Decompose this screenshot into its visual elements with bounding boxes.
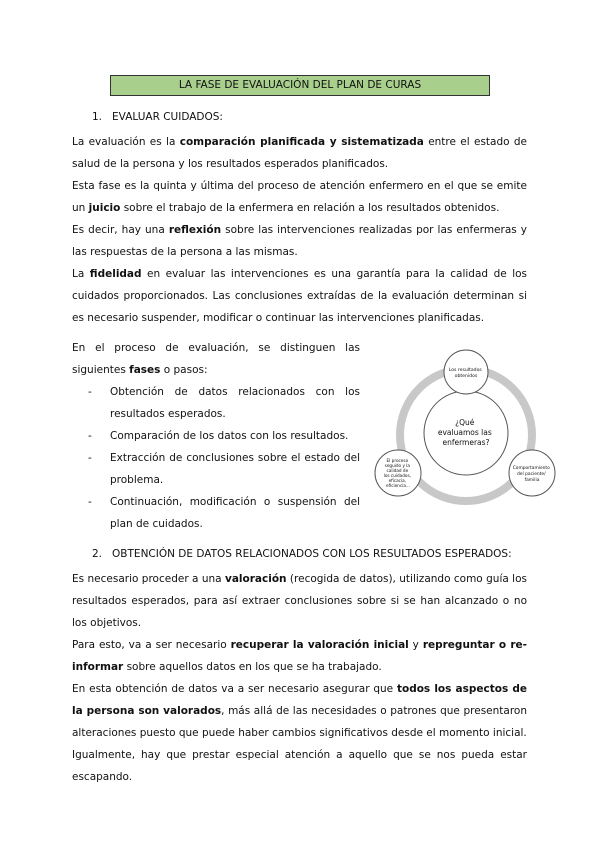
section-1-title: EVALUAR CUIDADOS:	[112, 111, 223, 123]
bold-text: juicio	[88, 202, 121, 214]
paragraph	[72, 219, 527, 263]
section-2-heading	[92, 548, 512, 560]
top-node-label: Los resultados obtenidos	[448, 368, 482, 379]
paragraph	[72, 744, 527, 788]
text: sobre las intervenciones realizadas por las enfermeras y las respuestas de la persona a las mismas.	[72, 224, 527, 258]
paragraph	[72, 678, 527, 744]
list-item-text: Obtención de datos relacionados con los resultados esperados.	[110, 386, 360, 420]
text: Igualmente, hay que prestar especial atención a aquello que se nos pueda estar escapando.	[72, 749, 527, 783]
list-item	[88, 491, 360, 535]
bold-text: valoración	[225, 573, 287, 585]
left-node-label: El proceso seguido y la calidad de los cuidados, eficacia, eficiencia...	[383, 458, 411, 488]
text: sobre aquellos datos en los que se ha trabajado.	[123, 661, 382, 673]
list-item	[88, 381, 360, 425]
text: sobre el trabajo de la enfermera en relación a los resultados obtenidos.	[120, 202, 500, 214]
paragraph	[72, 568, 527, 634]
text: y	[408, 639, 423, 651]
list-item	[88, 425, 360, 447]
text: Esta fase es la quinta y última del proceso de atención enfermero en el que se emite un	[72, 180, 527, 214]
section-1-heading	[92, 111, 223, 123]
text: , más allá de las necesidades o patrones que presentaron alteraciones puesto que puede haber cambios significativos desde el momento inicial.	[72, 705, 527, 739]
text: Es necesario proceder a una	[72, 573, 225, 585]
bold-text: fidelidad	[89, 268, 142, 280]
paragraph	[72, 263, 527, 329]
bullet-dash: -	[88, 496, 92, 508]
paragraph	[72, 131, 527, 175]
section-2-number: 2.	[92, 548, 103, 560]
bold-text: reflexión	[168, 224, 222, 236]
bullet-dash: -	[88, 386, 92, 398]
list-item-text: Comparación de los datos con los resultados.	[110, 430, 349, 442]
bullet-dash: -	[88, 452, 92, 464]
page-title: LA FASE DE EVALUACIÓN DEL PLAN DE CURAS	[110, 75, 490, 96]
text: o pasos:	[160, 364, 208, 376]
text: (recogida de datos), utilizando como guía los resultados esperados, para así extraer conclusiones sobre si se han alcanzado o no los objetivos.	[72, 573, 527, 629]
paragraph	[72, 634, 527, 678]
bold-text: comparación planificada y sistematizada	[179, 136, 424, 148]
bold-text: recuperar la valoración inicial	[230, 639, 409, 651]
paragraph	[72, 175, 527, 219]
list-item-text: Continuación, modificación o suspensión del plan de cuidados.	[110, 496, 360, 530]
text: Para esto, va a ser necesario	[72, 639, 231, 651]
bold-text: todos los aspectos de la persona son valorados	[72, 683, 527, 717]
right-node-label: Comportamiento del paciente/ familia	[512, 466, 550, 483]
text: entre el estado de salud de la persona y los resultados esperados planificados.	[72, 136, 527, 170]
text: La	[72, 268, 90, 280]
text: En esta obtención de datos va a ser necesario asegurar que	[72, 683, 397, 695]
list-item-text: Extracción de conclusiones sobre el estado del problema.	[110, 452, 360, 486]
bold-text: fases	[129, 364, 161, 376]
text: Es decir, hay una	[72, 224, 169, 236]
text: en evaluar las intervenciones es una garantía para la calidad de los cuidados proporcionados. Las conclusiones extraídas de la evaluación determinan si es necesario suspender, modificar o continuar las intervenciones planificadas.	[72, 268, 528, 324]
evaluation-cycle-diagram	[368, 345, 568, 525]
section-1-number: 1.	[92, 111, 103, 123]
bold-text: repreguntar o re-informar	[72, 639, 528, 673]
text: La evaluación es la	[72, 136, 180, 148]
center-label: ¿Qué evaluamos las enfermeras?	[437, 418, 492, 447]
bullet-dash: -	[88, 430, 92, 442]
steps-list	[88, 381, 360, 535]
text: En el proceso de evaluación, se distinguen las siguientes	[72, 342, 360, 376]
list-item	[88, 447, 360, 491]
section-2-title: OBTENCIÓN DE DATOS RELACIONADOS CON LOS RESULTADOS ESPERADOS:	[112, 548, 512, 560]
paragraph	[72, 337, 360, 381]
